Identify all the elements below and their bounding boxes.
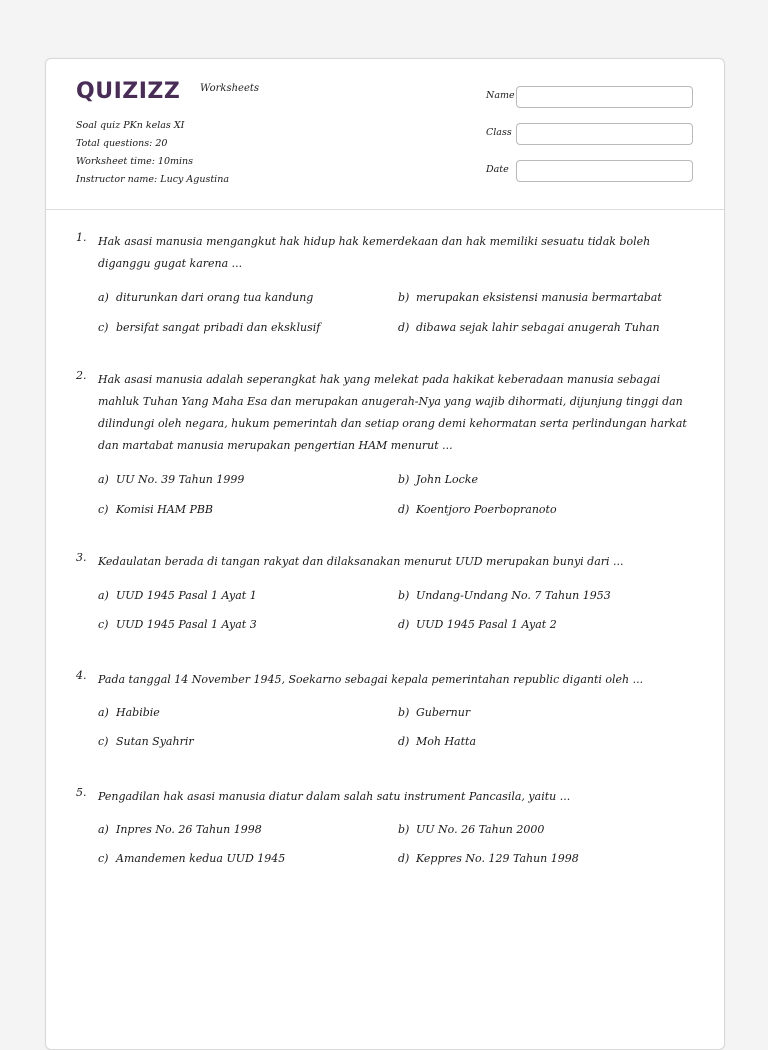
question-number: 2.	[76, 369, 87, 382]
option-letter: d)	[398, 618, 410, 631]
question-text: Pengadilan hak asasi manusia diatur dalam salah satu instrument Pancasila, yaitu ...	[98, 790, 571, 803]
option-text: Gubernur	[416, 706, 471, 719]
question-5	[76, 786, 696, 876]
question-3	[76, 551, 696, 641]
class-label: Class	[486, 127, 512, 138]
option-text: John Locke	[416, 473, 478, 486]
option-b	[398, 823, 544, 836]
option-b	[398, 291, 662, 304]
option-text: merupakan eksistensi manusia bermartabat	[416, 291, 662, 304]
option-a	[98, 706, 160, 719]
option-d	[398, 503, 557, 516]
option-a	[98, 291, 313, 304]
option-c	[98, 735, 194, 748]
option-letter: d)	[398, 503, 410, 516]
name-label: Name	[486, 90, 515, 101]
worksheet-header	[46, 59, 724, 210]
option-text: Moh Hatta	[416, 735, 477, 748]
instructor-name: Instructor name: Lucy Agustina	[76, 174, 229, 185]
option-letter: b)	[398, 291, 410, 304]
option-text: UU No. 39 Tahun 1999	[116, 473, 245, 486]
option-d	[398, 735, 476, 748]
name-field-row	[486, 86, 696, 108]
question-text: Pada tanggal 14 November 1945, Soekarno sebagai kepala pemerintahan republic diganti oleh ...	[98, 673, 644, 686]
worksheet-time: Worksheet time: 10mins	[76, 156, 194, 167]
question-number: 1.	[76, 231, 87, 244]
option-a	[98, 823, 262, 836]
class-field-row	[486, 123, 696, 145]
question-text: Kedaulatan berada di tangan rakyat dan dilaksanakan menurut UUD merupakan bunyi dari ...	[98, 555, 624, 568]
option-c	[98, 321, 320, 334]
option-letter: a)	[98, 589, 109, 602]
logo-text: QUIZIZZ	[76, 79, 181, 104]
option-b	[398, 473, 478, 486]
option-text: Undang-Undang No. 7 Tahun 1953	[416, 589, 611, 602]
option-b	[398, 589, 611, 602]
option-letter: a)	[98, 291, 109, 304]
worksheet-page	[45, 58, 725, 1050]
date-field-row	[486, 160, 696, 182]
question-number: 5.	[76, 786, 87, 799]
option-text: Habibie	[116, 706, 160, 719]
option-letter: b)	[398, 823, 410, 836]
option-text: dibawa sejak lahir sebagai anugerah Tuhan	[416, 321, 660, 334]
option-text: UUD 1945 Pasal 1 Ayat 1	[116, 589, 257, 602]
question-number: 3.	[76, 551, 87, 564]
option-d	[398, 852, 579, 865]
option-a	[98, 473, 244, 486]
option-text: Keppres No. 129 Tahun 1998	[416, 852, 579, 865]
option-letter: c)	[98, 735, 109, 748]
question-number: 4.	[76, 669, 87, 682]
option-letter: c)	[98, 321, 109, 334]
option-c	[98, 852, 285, 865]
option-text: Inpres No. 26 Tahun 1998	[116, 823, 262, 836]
option-letter: b)	[398, 473, 410, 486]
option-b	[398, 706, 470, 719]
option-letter: b)	[398, 589, 410, 602]
date-label: Date	[486, 164, 509, 175]
question-1	[76, 231, 696, 351]
option-text: Sutan Syahrir	[116, 735, 194, 748]
option-letter: d)	[398, 735, 410, 748]
option-letter: d)	[398, 321, 410, 334]
option-d	[398, 618, 557, 631]
option-a	[98, 589, 257, 602]
option-text: UUD 1945 Pasal 1 Ayat 2	[416, 618, 557, 631]
question-text: Hak asasi manusia adalah seperangkat hak yang melekat pada hakikat keberadaan manusia sebagai mahluk Tuhan Yang Maha Esa dan merupakan anugerah-Nya yang wajib dihormati, dijunjung tinggi dan dilindungi oleh negara, hukum pemerintah dan setiap orang demi kehormatan serta perlindungan harkat dan martabat manusia merupakan pengertian HAM menurut ...	[98, 373, 687, 452]
option-letter: b)	[398, 706, 410, 719]
class-input[interactable]	[516, 123, 693, 145]
logo-subtitle: Worksheets	[200, 83, 260, 94]
quiz-title: Soal quiz PKn kelas XI	[76, 120, 185, 131]
option-letter: a)	[98, 706, 109, 719]
option-d	[398, 321, 660, 334]
option-letter: d)	[398, 852, 410, 865]
option-c	[98, 618, 257, 631]
option-text: UUD 1945 Pasal 1 Ayat 3	[116, 618, 257, 631]
name-input[interactable]	[516, 86, 693, 108]
option-letter: c)	[98, 503, 109, 516]
option-letter: c)	[98, 852, 109, 865]
question-2	[76, 369, 696, 529]
option-text: UU No. 26 Tahun 2000	[416, 823, 545, 836]
question-text: Hak asasi manusia mengangkut hak hidup hak kemerdekaan dan hak memiliki sesuatu tidak boleh diganggu gugat karena ...	[98, 235, 651, 270]
worksheet-meta	[76, 117, 229, 189]
option-text: Koentjoro Poerbopranoto	[416, 503, 557, 516]
option-text: bersifat sangat pribadi dan eksklusif	[116, 321, 321, 334]
option-text: diturunkan dari orang tua kandung	[116, 291, 314, 304]
option-letter: c)	[98, 618, 109, 631]
quizizz-logo	[76, 79, 260, 107]
total-questions: Total questions: 20	[76, 138, 168, 149]
option-letter: a)	[98, 473, 109, 486]
option-text: Komisi HAM PBB	[116, 503, 214, 516]
date-input[interactable]	[516, 160, 693, 182]
option-c	[98, 503, 213, 516]
question-4	[76, 669, 696, 759]
option-letter: a)	[98, 823, 109, 836]
option-text: Amandemen kedua UUD 1945	[116, 852, 286, 865]
